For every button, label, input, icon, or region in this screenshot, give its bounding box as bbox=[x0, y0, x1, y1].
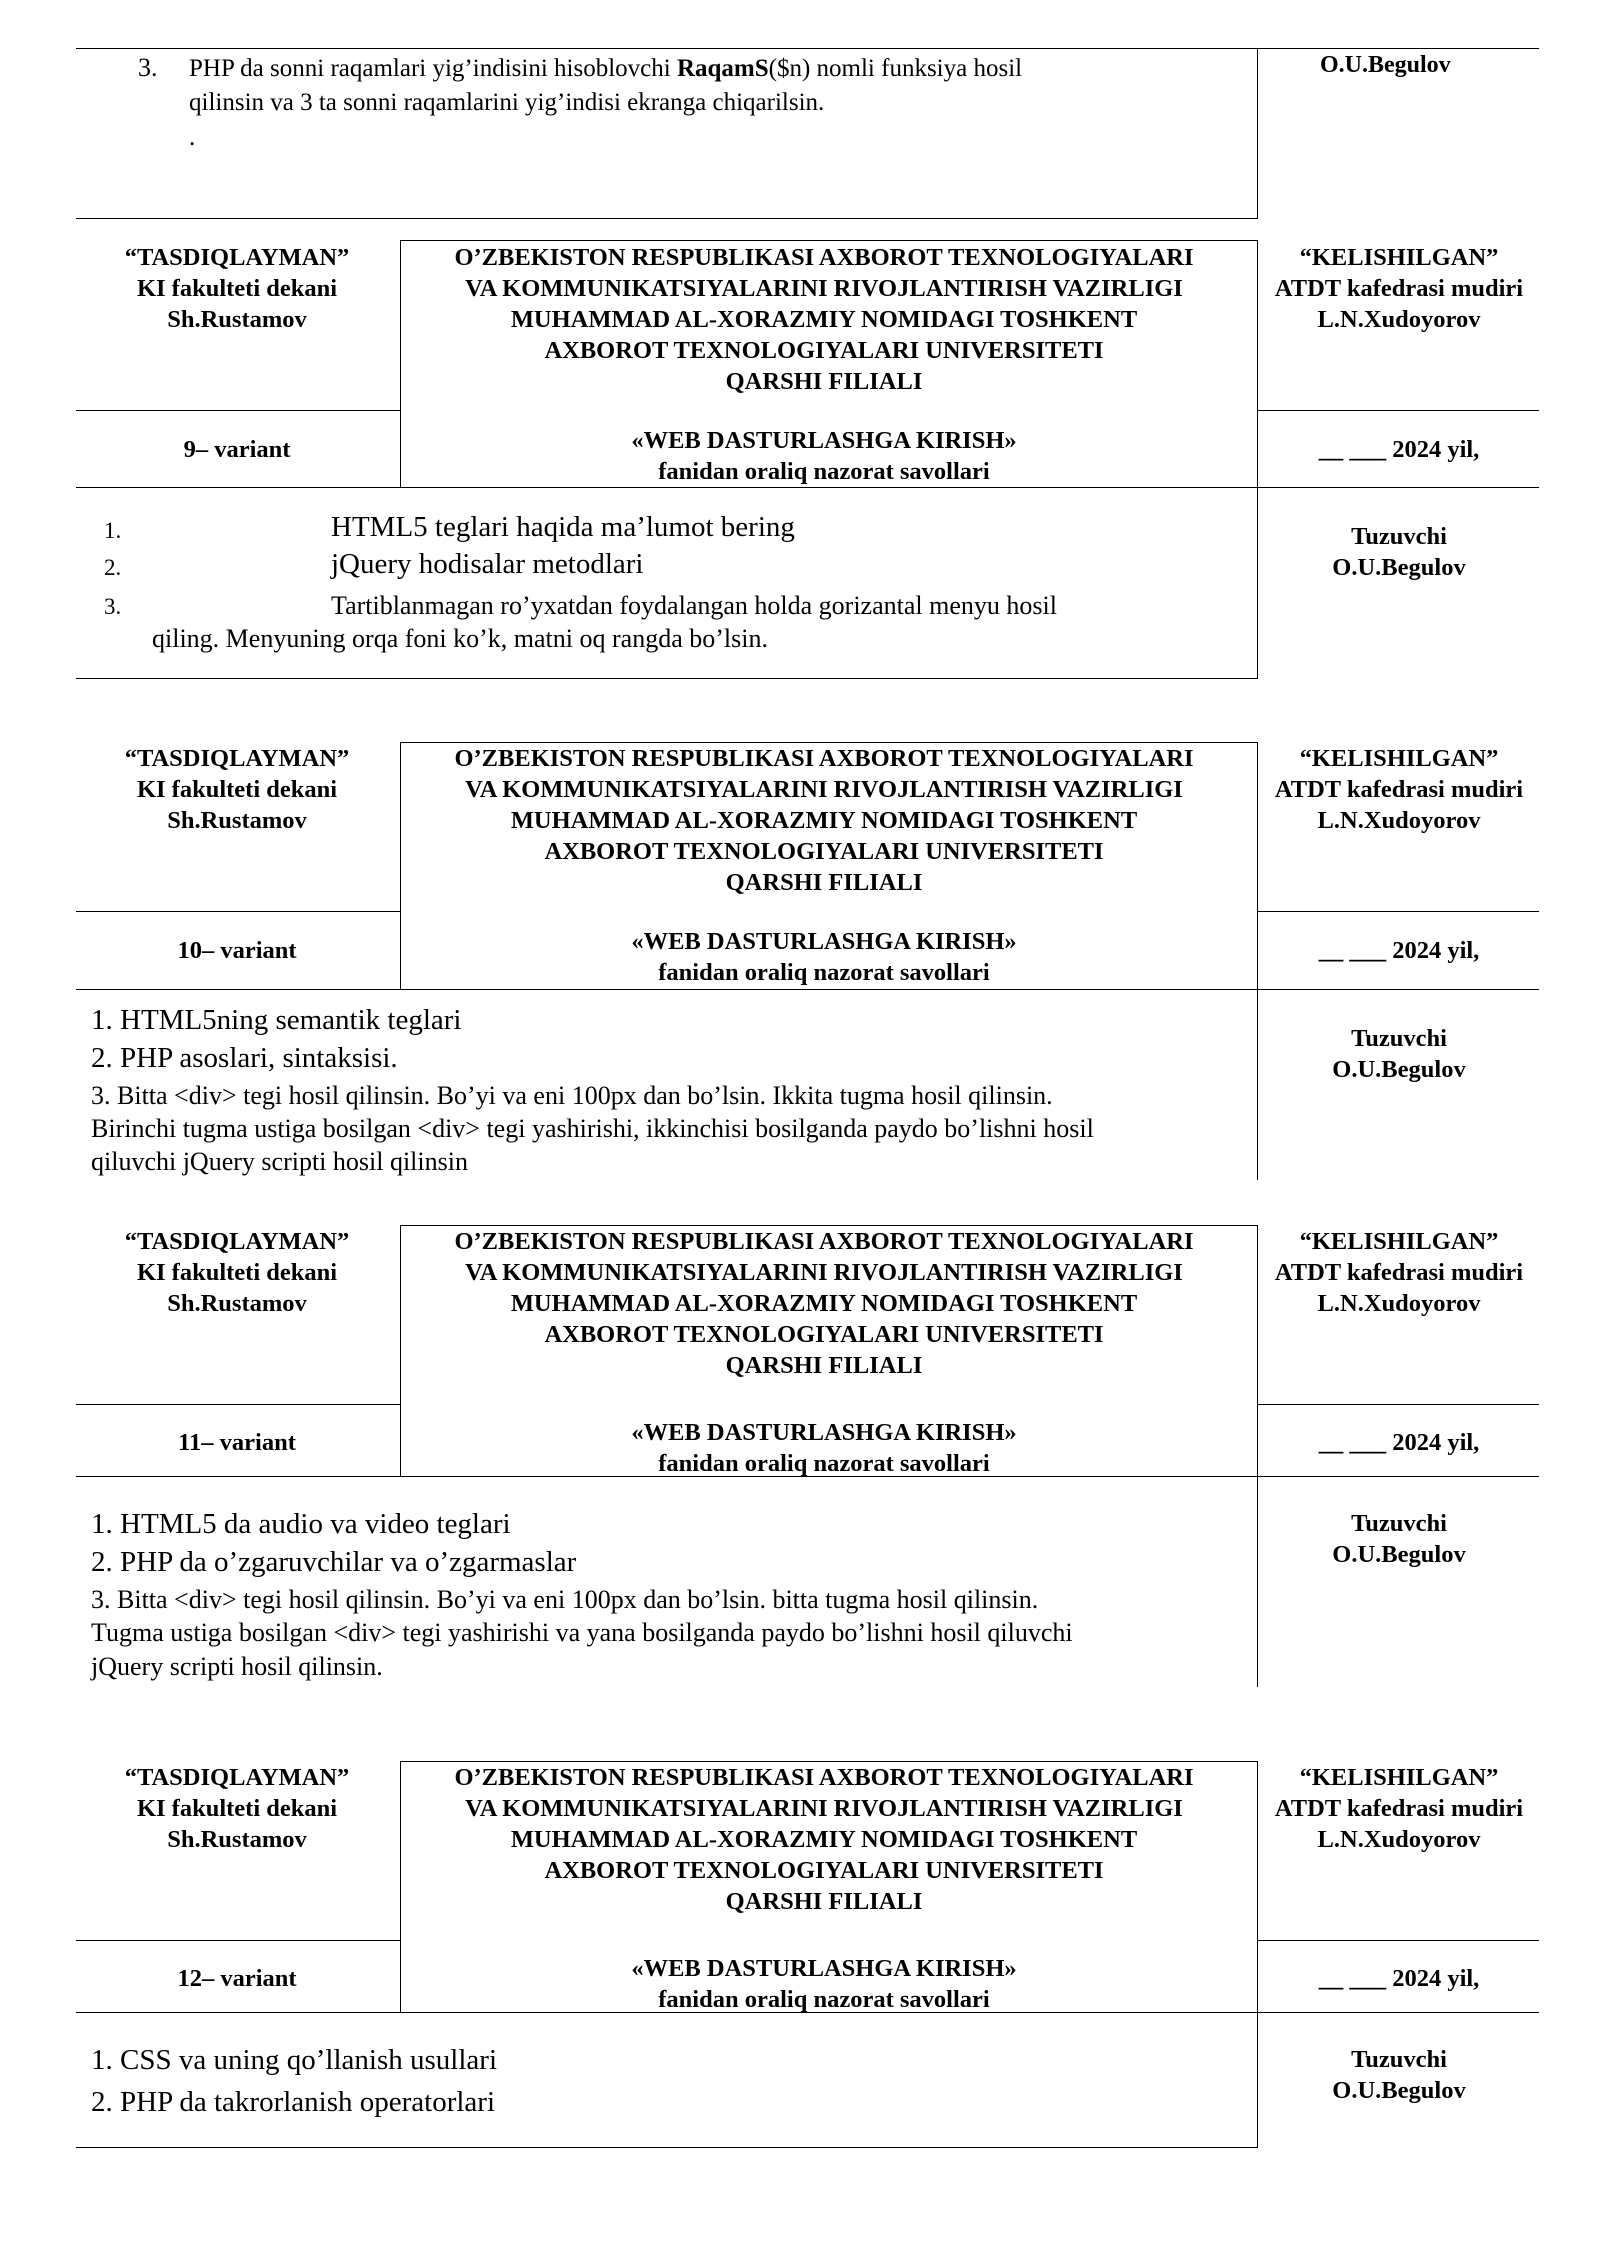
variant-label: 9– variant bbox=[183, 436, 291, 463]
question-text: 1. HTML5ning semantik teglari bbox=[91, 1004, 462, 1036]
question-text: jQuery hodisalar metodlari bbox=[331, 548, 644, 580]
question-text-line2: qiling. Menyuning orqa foni ko’k, matni oq rangda bo’lsin. bbox=[152, 624, 768, 653]
agreement-block: “KELISHILGAN” ATDT kafedrasi mudiri L.N.Xudoyorov bbox=[1274, 1228, 1524, 1317]
question-text: Tartiblanmagan ro’yxatdan foydalangan holda gorizantal menyu hosil bbox=[331, 591, 1057, 620]
question-text: 1. CSS va uning qo’llanish usullari bbox=[91, 2044, 497, 2076]
compiler-block: Tuzuvchi O.U.Begulov bbox=[1332, 523, 1466, 581]
organization-header: O’ZBEKISTON RESPUBLIKASI AXBOROT TEXNOLOGIYALARI VA KOMMUNIKATSIYALARINI RIVOJLANTIRISH VAZIRLIGI MUHAMMAD AL-XORAZMIY NOMIDAGI TOSHKENT AXBOROT TEXNOLOGIYALARI UNIVERSITETI QARSHI FILIALI bbox=[454, 1228, 1194, 1379]
organization-header: O’ZBEKISTON RESPUBLIKASI AXBOROT TEXNOLOGIYALARI VA KOMMUNIKATSIYALARINI RIVOJLANTIRISH VAZIRLIGI MUHAMMAD AL-XORAZMIY NOMIDAGI TOSHKENT AXBOROT TEXNOLOGIYALARI UNIVERSITETI QARSHI FILIALI bbox=[454, 244, 1194, 395]
question-number: 2. bbox=[104, 555, 122, 580]
approval-block: “TASDIQLAYMAN” KI fakulteti dekani Sh.Rustamov bbox=[124, 745, 350, 834]
question-number: 3. bbox=[138, 53, 158, 82]
question-text-line3: jQuery scripti hosil qilinsin. bbox=[91, 1652, 383, 1681]
question-text-line3: qiluvchi jQuery scripti hosil qilinsin bbox=[91, 1147, 468, 1176]
question-text: 2. PHP da o’zgaruvchilar va o’zgarmaslar bbox=[91, 1546, 577, 1578]
subject-title: «WEB DASTURLASHGA KIRISH» fanidan oraliq nazorat savollari bbox=[631, 928, 1017, 986]
agreement-block: “KELISHILGAN” ATDT kafedrasi mudiri L.N.Xudoyorov bbox=[1274, 745, 1524, 834]
subject-title: «WEB DASTURLASHGA KIRISH» fanidan oraliq nazorat savollari bbox=[631, 1419, 1017, 1477]
date-line: __ ___ 2024 yil, bbox=[1318, 436, 1480, 463]
question-text: 3. Bitta <div> tegi hosil qilinsin. Bo’yi va eni 100px dan bo’lsin. bitta tugma hosil qilinsin. bbox=[91, 1585, 1039, 1614]
question-text: HTML5 teglari haqida ma’lumot bering bbox=[331, 511, 795, 543]
approval-block: “TASDIQLAYMAN” KI fakulteti dekani Sh.Rustamov bbox=[124, 1764, 350, 1853]
organization-header: O’ZBEKISTON RESPUBLIKASI AXBOROT TEXNOLOGIYALARI VA KOMMUNIKATSIYALARINI RIVOJLANTIRISH VAZIRLIGI MUHAMMAD AL-XORAZMIY NOMIDAGI TOSHKENT AXBOROT TEXNOLOGIYALARI UNIVERSITETI QARSHI FILIALI bbox=[454, 1764, 1194, 1915]
author-name: O.U.Begulov bbox=[1320, 52, 1451, 78]
agreement-block: “KELISHILGAN” ATDT kafedrasi mudiri L.N.Xudoyorov bbox=[1274, 244, 1524, 333]
question-text: PHP da sonni raqamlari yig’indisini hisoblovchi RaqamS($n) nomli funksiya hosil bbox=[189, 55, 1023, 82]
question-text-line2: qilinsin va 3 ta sonni raqamlarini yig’indisi ekranga chiqarilsin. bbox=[189, 89, 825, 116]
question-number: 3. bbox=[104, 594, 122, 619]
subject-title: «WEB DASTURLASHGA KIRISH» fanidan oraliq nazorat savollari bbox=[631, 427, 1017, 485]
compiler-block: Tuzuvchi O.U.Begulov bbox=[1332, 2046, 1466, 2104]
question-text-line3: . bbox=[189, 124, 196, 151]
approval-block: “TASDIQLAYMAN” KI fakulteti dekani Sh.Rustamov bbox=[124, 244, 350, 333]
variant-label: 11– variant bbox=[178, 1429, 296, 1456]
organization-header: O’ZBEKISTON RESPUBLIKASI AXBOROT TEXNOLOGIYALARI VA KOMMUNIKATSIYALARINI RIVOJLANTIRISH VAZIRLIGI MUHAMMAD AL-XORAZMIY NOMIDAGI TOSHKENT AXBOROT TEXNOLOGIYALARI UNIVERSITETI QARSHI FILIALI bbox=[454, 745, 1194, 896]
question-text: 1. HTML5 da audio va video teglari bbox=[91, 1508, 511, 1540]
question-number: 1. bbox=[104, 518, 122, 543]
variant-label: 10– variant bbox=[177, 937, 297, 964]
question-text: 3. Bitta <div> tegi hosil qilinsin. Bo’yi va eni 100px dan bo’lsin. Ikkita tugma hosil qilinsin. bbox=[91, 1081, 1053, 1110]
question-text-line2: Tugma ustiga bosilgan <div> tegi yashirishi va yana bosilganda paydo bo’lishni hosil qiluvchi bbox=[91, 1618, 1073, 1647]
question-text: 2. PHP asoslari, sintaksisi. bbox=[91, 1042, 398, 1074]
question-text-line2: Birinchi tugma ustiga bosilgan <div> tegi yashirishi, ikkinchisi bosilganda paydo bo’lishni hosil bbox=[91, 1114, 1094, 1143]
top-rule bbox=[76, 48, 1539, 49]
approval-block: “TASDIQLAYMAN” KI fakulteti dekani Sh.Rustamov bbox=[124, 1228, 350, 1317]
compiler-block: Tuzuvchi O.U.Begulov bbox=[1332, 1025, 1466, 1083]
top-bottom-rule bbox=[76, 218, 1258, 219]
subject-title: «WEB DASTURLASHGA KIRISH» fanidan oraliq nazorat savollari bbox=[631, 1955, 1017, 2013]
compiler-block: Tuzuvchi O.U.Begulov bbox=[1332, 1510, 1466, 1568]
top-divider bbox=[1257, 48, 1258, 218]
date-line: __ ___ 2024 yil, bbox=[1318, 1429, 1480, 1456]
variant-label: 12– variant bbox=[177, 1965, 297, 1992]
question-text: 2. PHP da takrorlanish operatorlari bbox=[91, 2086, 496, 2118]
date-line: __ ___ 2024 yil, bbox=[1318, 937, 1480, 964]
agreement-block: “KELISHILGAN” ATDT kafedrasi mudiri L.N.Xudoyorov bbox=[1274, 1764, 1524, 1853]
date-line: __ ___ 2024 yil, bbox=[1318, 1965, 1480, 1992]
